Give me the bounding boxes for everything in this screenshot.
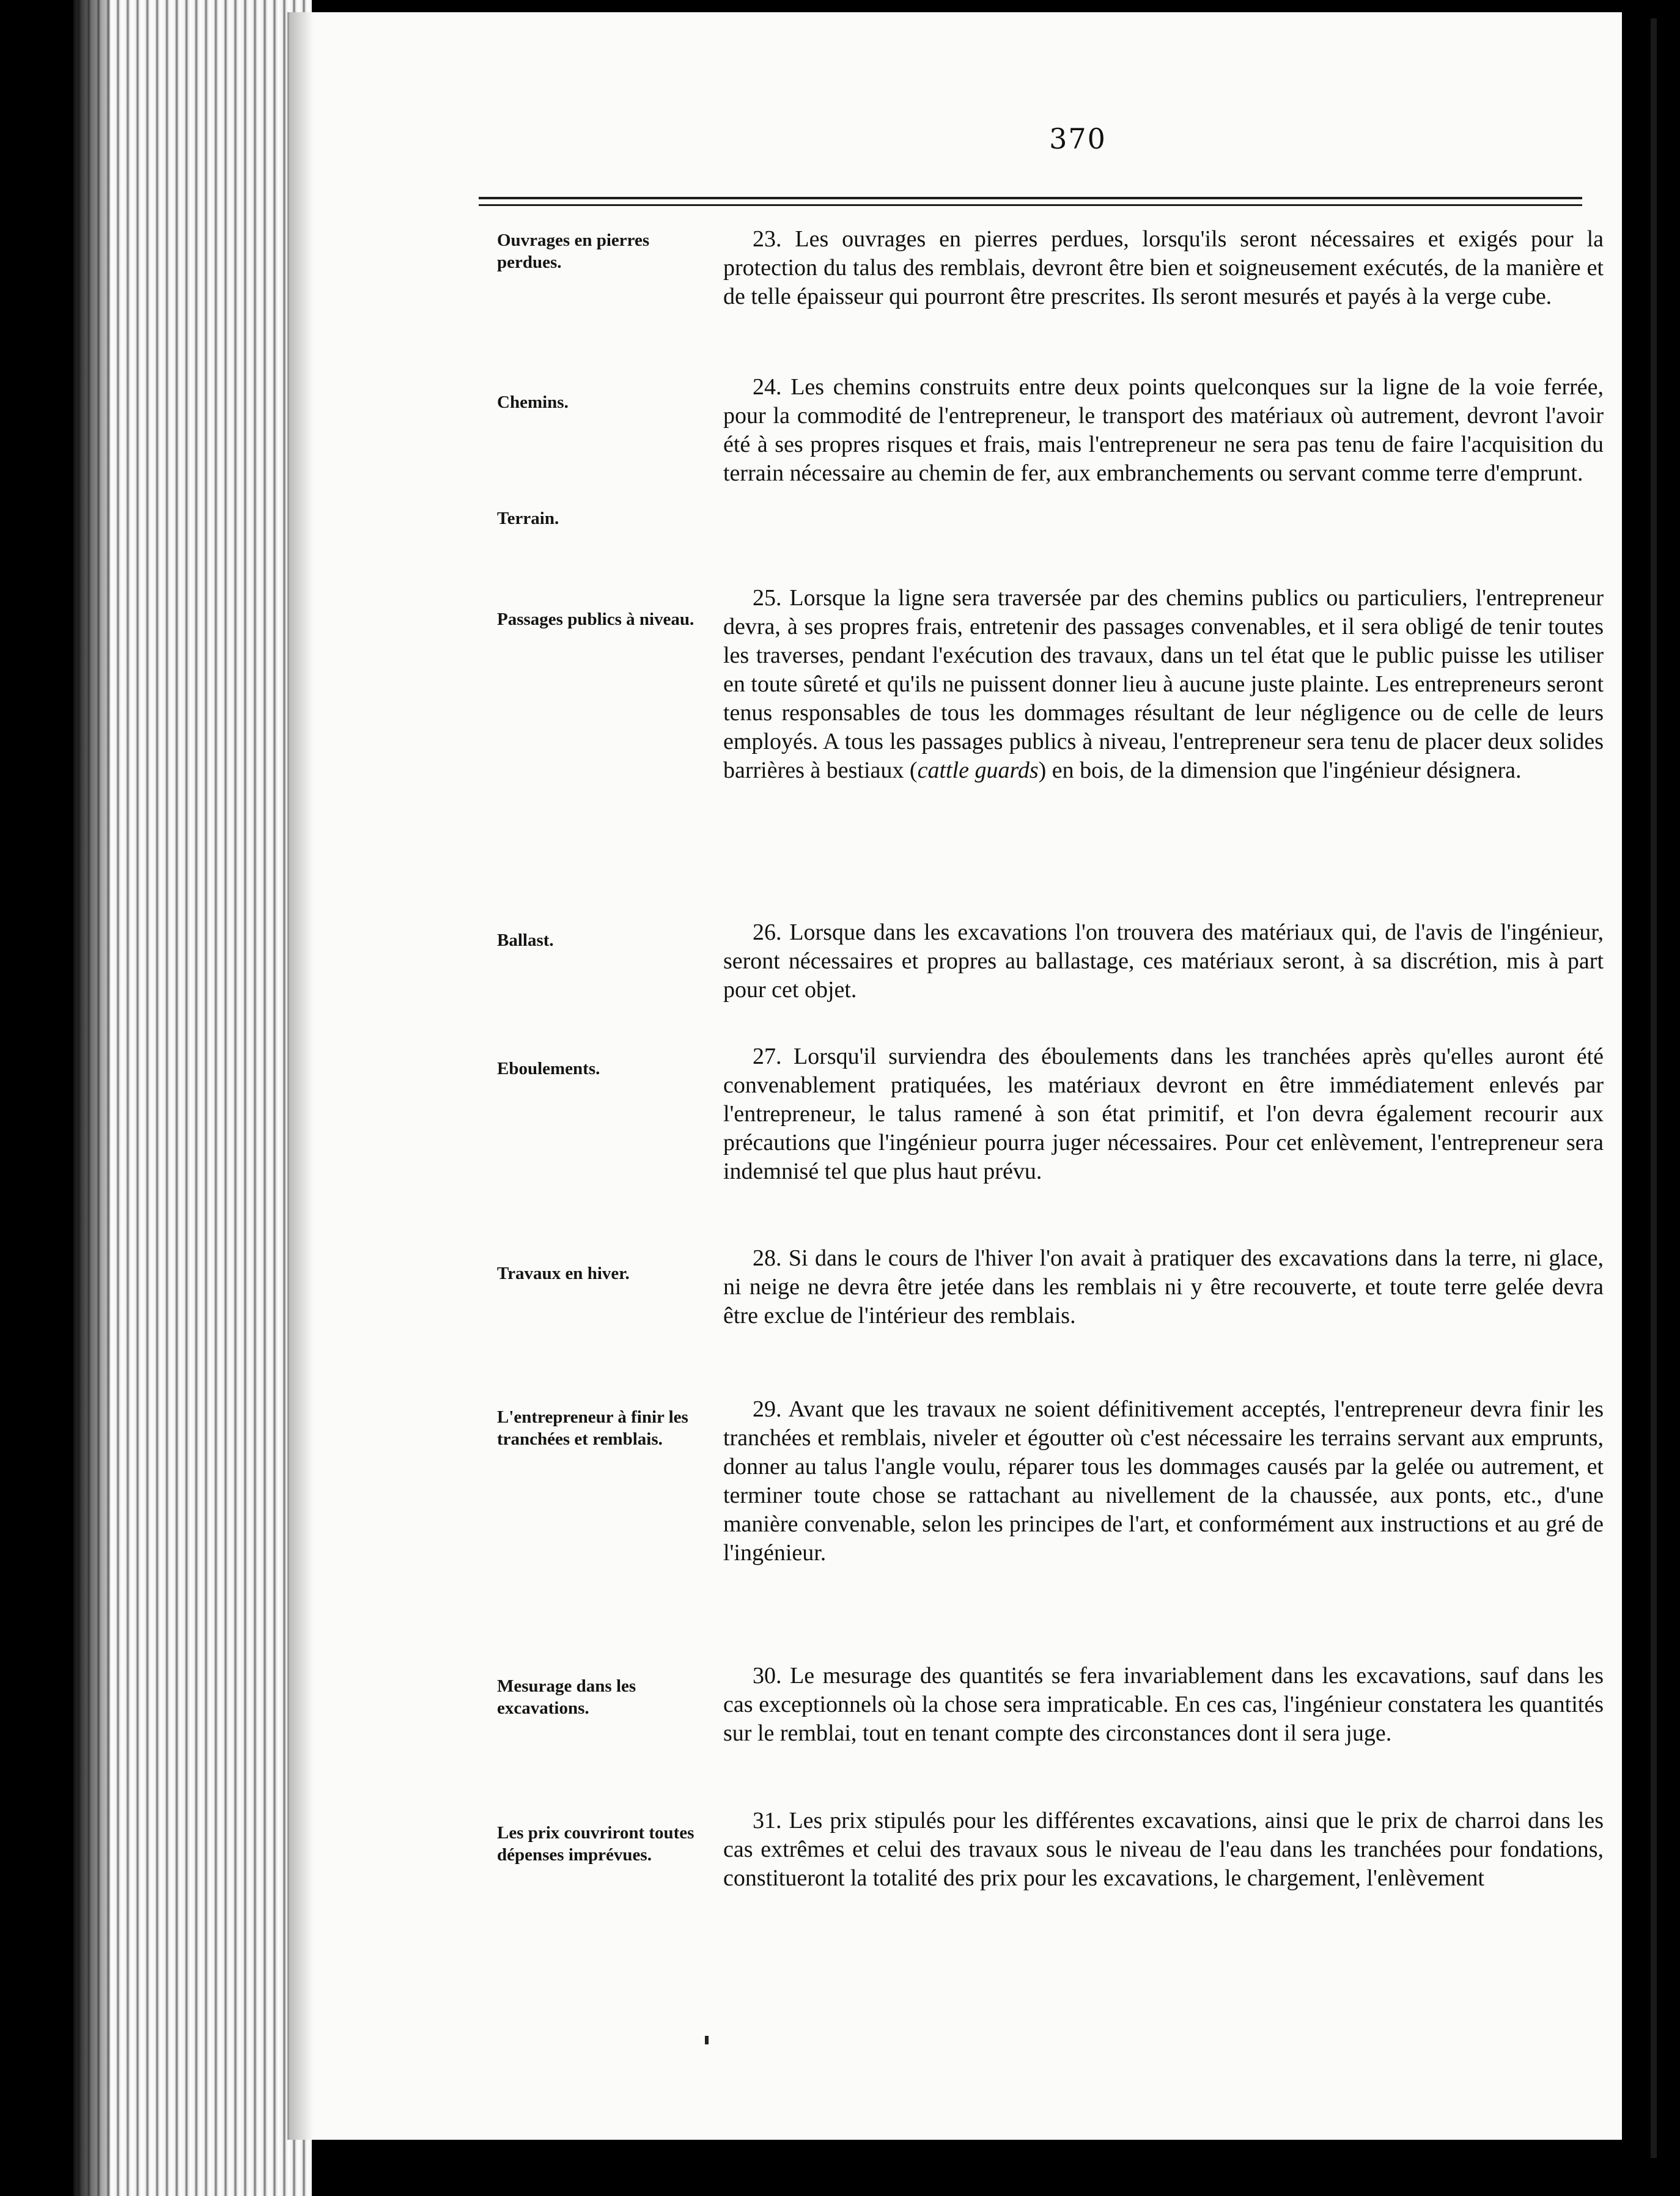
- paragraph: 29. Avant que les travaux ne soient définitivement acceptés, l'entrepreneur devra finir les tranchées et remblais, niveler et égoutter où c'est nécessaire les terrains servant aux emprunts, donner au talus l'angle voulu, réparer tous les dommages causés par la gelée ou autrement, et terminer toute chose se rattachant au nivellement de la chaussée, aux ponts, etc., d'une manière convenable, selon les principes de l'art, et conformément aux instructions et au gré de l'ingénieur.: [723, 1396, 1604, 1566]
- margin-note: Passages publics à niveau.: [497, 610, 694, 629]
- page: [287, 12, 1622, 2140]
- paragraph-text: 25. Lorsque la ligne sera traversée par des chemins publics ou particuliers, l'entrepreneur devra, à ses propres frais, entretenir des passages convenables, et il sera obligé de tenir toutes les traverses, pendant l'exécution des travaux, dans un tel état que le public puisse les utiliser en toute sûreté et qu'ils ne puissent donner lieu à aucune juste plainte. Les entrepreneurs seront tenus responsables de tous les dommages résultant de leur négligence ou de celle de leurs employés. A tous les passages publics à niveau, l'entrepreneur sera tenu de placer deux solides barrières à bestiaux (: [723, 585, 1604, 783]
- margin-note: Mesurage dans les excavations.: [497, 1676, 636, 1718]
- paragraph: 26. Lorsque dans les excavations l'on trouvera des matériaux qui, de l'avis de l'ingénieur, seront nécessaires et propres au ballastage, ces matériaux seront, à sa discrétion, mis à part pour cet objet.: [723, 919, 1604, 1003]
- paragraph: 23. Les ouvrages en pierres perdues, lorsqu'ils seront nécessaires et exigés pour la protection du talus des remblais, devront être bien et soigneusement exécutés, de la manière et de telle épaisseur qui pourront être prescrites. Ils seront mesurés et payés à la verge cube.: [723, 226, 1604, 309]
- paragraph: [723, 584, 1604, 785]
- margin-note: L'entrepreneur à finir les tranchées et remblais.: [497, 1407, 688, 1449]
- margin-note: Ouvrages en pierres perdues.: [497, 230, 650, 272]
- margin-note: Terrain.: [497, 509, 559, 528]
- binding-shadow: [73, 0, 110, 2196]
- margin-note: Travaux en hiver.: [497, 1264, 630, 1283]
- margin-note: Ballast.: [497, 930, 554, 950]
- paragraph-text: ) en bois, de la dimension que l'ingénieur désignera.: [1038, 757, 1522, 783]
- paragraph: 27. Lorsqu'il surviendra des éboulements dans les tranchées après qu'elles auront été convenablement pratiquées, les matériaux devront en être immédiatement enlevés par l'entrepreneur, le talus ramené à son état primitif, et l'on devra également recourir aux précautions que l'ingénieur pourra juger nécessaires. Pour cet enlèvement, l'entrepreneur sera indemnisé tel que plus haut prévu.: [723, 1044, 1604, 1184]
- paragraph: 28. Si dans le cours de l'hiver l'on avait à pratiquer des excavations dans la terre, ni glace, ni neige ne devra être jetée dans les remblais ni y être recouverte, et toute terre gelée devra être exclue de l'intérieur des remblais.: [723, 1245, 1604, 1328]
- page-number: 370: [1049, 122, 1107, 155]
- margin-note: Eboulements.: [497, 1059, 600, 1078]
- paragraph: 31. Les prix stipulés pour les différentes excavations, ainsi que le prix de charroi dans les cas extrêmes et celui des travaux sous le niveau de l'eau dans les tranchées pour fondations, constitueront la totalité des prix pour les excavations, le chargement, l'enlèvement: [723, 1808, 1604, 1891]
- margin-note: Chemins.: [497, 392, 569, 412]
- page-content: [289, 12, 1622, 2140]
- print-mark: [705, 2036, 709, 2044]
- right-edge-line: [1651, 18, 1657, 2158]
- paragraph: 30. Le mesurage des quantités se fera invariablement dans les excavations, sauf dans les cas exceptionnels où la chose sera impraticable. En ces cas, l'ingénieur constatera les quantités sur le remblai, tout en tenant compte des circonstances dont il sera juge.: [723, 1663, 1604, 1746]
- paragraph-italic: cattle guards: [917, 757, 1039, 783]
- margin-note: Les prix couvriront toutes dépenses imprévues.: [497, 1823, 694, 1865]
- paragraph: 24. Les chemins construits entre deux points quelconques sur la ligne de la voie ferrée, pour la commodité de l'entrepreneur, le transport des matériaux où autrement, devront l'avoir été à ses propres risques et frais, mais l'entrepreneur ne sera pas tenu de faire l'acquisition du terrain nécessaire au chemin de fer, aux embranchements ou servant comme terre d'emprunt.: [723, 374, 1604, 486]
